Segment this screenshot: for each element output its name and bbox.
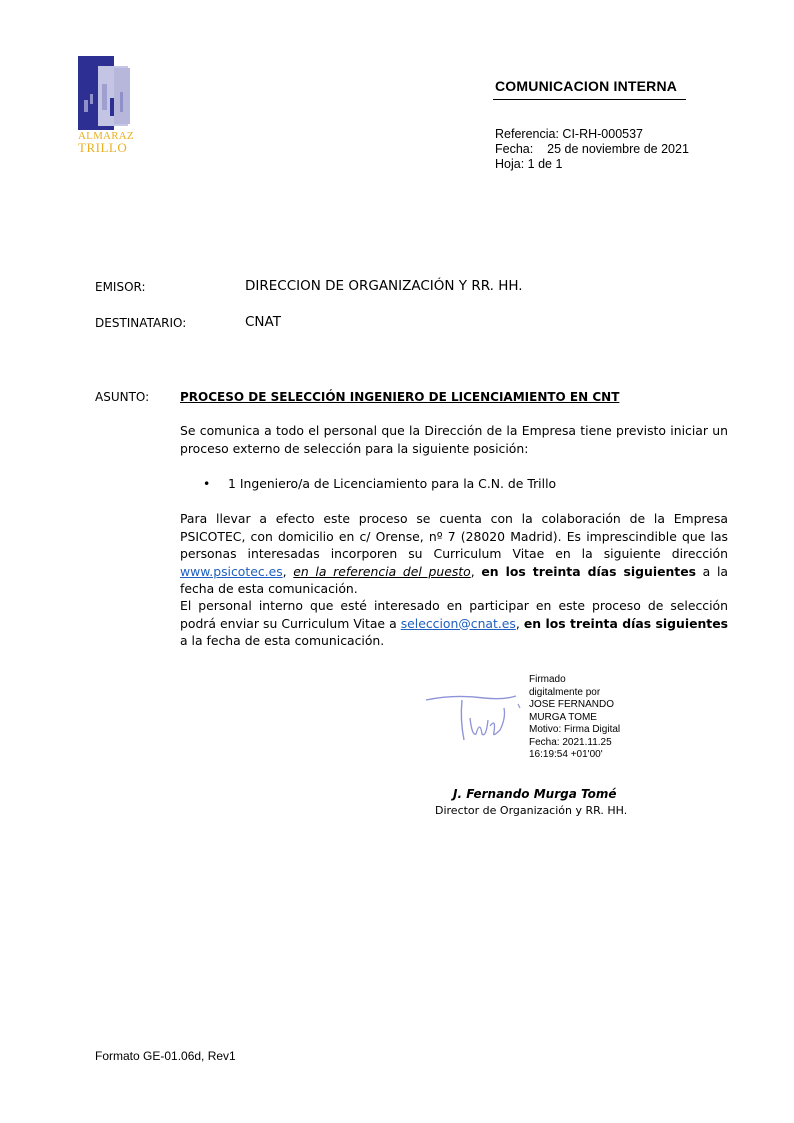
- psicotec-link[interactable]: www.psicotec.es: [180, 563, 283, 579]
- position-text: 1 Ingeniero/a de Licenciamiento para la C.N. de Trillo: [228, 476, 557, 491]
- fecha-value: 25 de noviembre de 2021: [547, 142, 689, 156]
- paragraph-internal: [180, 597, 728, 650]
- asunto-label: ASUNTO:: [95, 390, 150, 404]
- p2-italic: en la referencia del puesto: [293, 563, 471, 579]
- seleccion-email-link[interactable]: seleccion@cnat.es: [400, 615, 516, 631]
- logo-line-2: TRILLO: [78, 140, 128, 155]
- sig-line-6: Fecha: 2021.11.25: [529, 736, 612, 748]
- paragraph-intro: Se comunica a todo el personal que la Dirección de la Empresa tiene previsto iniciar un proceso externo de selección para la siguiente posición:: [180, 423, 728, 456]
- handwritten-signature: [424, 690, 524, 745]
- document-title: COMUNICACION INTERNA: [495, 78, 678, 94]
- hoja-line: [495, 157, 689, 172]
- logo-line-1: ALMARAZ: [78, 130, 134, 142]
- fecha-label: Fecha:: [495, 142, 534, 156]
- logo-wordmark: [78, 131, 138, 153]
- destinatario-label: DESTINATARIO:: [95, 316, 187, 330]
- referencia-line: [495, 127, 689, 142]
- digital-signature-stamp: [529, 674, 639, 762]
- title-divider: [493, 99, 686, 100]
- sig-line-5: Motivo: Firma Digital: [529, 724, 621, 735]
- sig-line-1: Firmado: [529, 674, 566, 685]
- emisor-label: EMISOR:: [95, 280, 146, 294]
- hoja-value: 1 de 1: [527, 157, 563, 171]
- reference-block: [495, 127, 689, 172]
- position-bullet: [203, 475, 556, 493]
- paragraph-psicotec: [180, 510, 728, 598]
- sig-line-7: 16:19:54 +01'00': [529, 749, 603, 760]
- p2-end: a la fecha de esta comunicación.: [180, 563, 728, 596]
- emisor-value: DIRECCION DE ORGANIZACIÓN Y RR. HH.: [245, 278, 523, 294]
- hoja-label: Hoja:: [495, 157, 525, 171]
- p2-sep2: ,: [470, 563, 482, 579]
- p3-text: El personal interno que esté interesado en participar en este proceso de selección podrá enviar su Curriculum Vitae a: [180, 598, 728, 631]
- sig-line-3: JOSE FERNANDO: [529, 699, 615, 710]
- signer-name: J. Fernando Murga Tomé: [453, 787, 617, 801]
- referencia-label: Referencia:: [495, 127, 559, 141]
- footer-format: Formato GE-01.06d, Rev1: [95, 1049, 236, 1063]
- p3-bold: en los treinta días siguientes: [523, 615, 728, 631]
- destinatario-value: CNAT: [245, 314, 281, 330]
- p2-text: Para llevar a efecto este proceso se cuenta con la colaboración de la Empresa PSICOTEC, con domicilio en c/ Orense, nº 7 (28020 Madrid). Es imprescindible que las personas interesadas incorporen su Curriculum Vitae en la siguiente dirección: [180, 511, 728, 561]
- p3-sep: ,: [515, 615, 524, 631]
- bullet-icon: •: [203, 476, 211, 491]
- p3-end: a la fecha de esta comunicación.: [180, 633, 385, 648]
- p2-sep: ,: [282, 563, 294, 579]
- p2-bold: en los treinta días siguientes: [481, 563, 697, 579]
- asunto-value: PROCESO DE SELECCIÓN INGENIERO DE LICENCIAMIENTO EN CNT: [180, 390, 620, 404]
- fecha-line: [495, 142, 689, 157]
- signer-title: Director de Organización y RR. HH.: [435, 804, 628, 817]
- sig-line-2: digitalmente por: [529, 686, 601, 698]
- referencia-value: CI-RH-000537: [562, 127, 644, 141]
- sig-line-4: MURGA TOME: [529, 711, 597, 723]
